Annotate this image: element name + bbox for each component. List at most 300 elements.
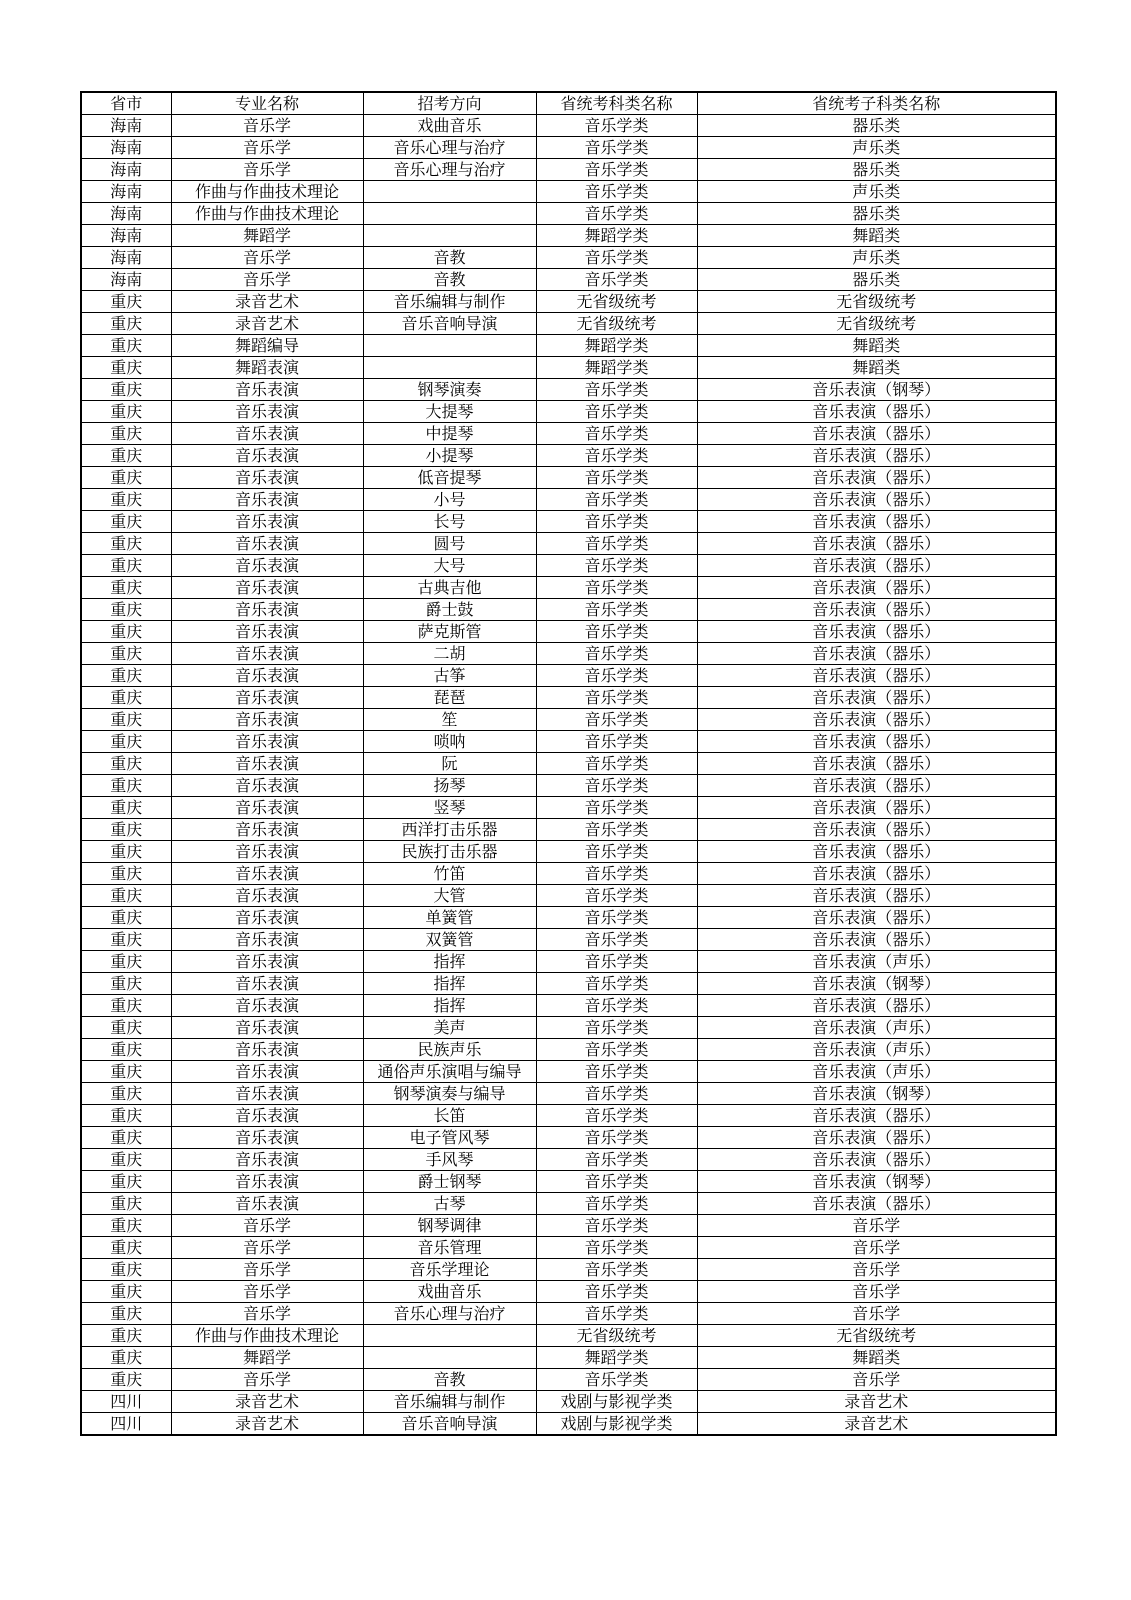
cell-major: 舞蹈学 [171,1347,363,1369]
cell-major: 音乐表演 [171,885,363,907]
cell-major: 音乐表演 [171,863,363,885]
cell-exam-category: 音乐学类 [536,1017,697,1039]
cell-major: 音乐学 [171,247,363,269]
cell-exam-category: 音乐学类 [536,1259,697,1281]
cell-province: 重庆 [81,1347,171,1369]
cell-major: 音乐表演 [171,687,363,709]
cell-exam-subcategory: 音乐表演（器乐） [697,401,1056,423]
cell-province: 重庆 [81,753,171,775]
cell-direction: 琵琶 [363,687,536,709]
cell-major: 音乐表演 [171,731,363,753]
cell-province: 重庆 [81,335,171,357]
cell-direction: 指挥 [363,973,536,995]
cell-direction: 通俗声乐演唱与编导 [363,1061,536,1083]
cell-major: 音乐表演 [171,1105,363,1127]
cell-major: 音乐表演 [171,907,363,929]
cell-major: 音乐表演 [171,973,363,995]
cell-direction: 指挥 [363,951,536,973]
cell-exam-category: 音乐学类 [536,379,697,401]
cell-direction: 竹笛 [363,863,536,885]
table-row [81,929,1056,951]
table-row [81,181,1056,203]
cell-direction: 爵士钢琴 [363,1171,536,1193]
cell-major: 音乐学 [171,1215,363,1237]
cell-exam-subcategory: 音乐表演（器乐） [697,1127,1056,1149]
cell-major: 音乐表演 [171,951,363,973]
cell-direction [363,335,536,357]
cell-province: 重庆 [81,511,171,533]
cell-exam-subcategory: 音乐表演（器乐） [697,1105,1056,1127]
cell-direction: 音乐管理 [363,1237,536,1259]
cell-exam-category: 音乐学类 [536,929,697,951]
cell-major: 舞蹈学 [171,225,363,247]
cell-major: 录音艺术 [171,291,363,313]
cell-exam-category: 音乐学类 [536,973,697,995]
cell-direction: 戏曲音乐 [363,115,536,137]
table-row [81,1083,1056,1105]
cell-exam-category: 音乐学类 [536,665,697,687]
table-row [81,599,1056,621]
cell-exam-subcategory: 声乐类 [697,181,1056,203]
cell-exam-category: 音乐学类 [536,1215,697,1237]
table-row [81,797,1056,819]
cell-direction: 双簧管 [363,929,536,951]
table-header-row [81,92,1056,115]
cell-direction: 二胡 [363,643,536,665]
cell-direction: 音乐音响导演 [363,1413,536,1436]
cell-province: 重庆 [81,357,171,379]
cell-exam-category: 音乐学类 [536,181,697,203]
cell-province: 重庆 [81,951,171,973]
table-row [81,489,1056,511]
cell-province: 重庆 [81,907,171,929]
cell-direction: 音乐心理与治疗 [363,137,536,159]
table-row [81,775,1056,797]
table-row [81,511,1056,533]
cell-major: 作曲与作曲技术理论 [171,181,363,203]
cell-direction: 大管 [363,885,536,907]
table-row [81,951,1056,973]
cell-exam-subcategory: 音乐表演（器乐） [697,533,1056,555]
table-row [81,1215,1056,1237]
table-row [81,665,1056,687]
table-body [81,115,1056,1436]
cell-major: 音乐学 [171,1303,363,1325]
cell-direction: 音乐编辑与制作 [363,1391,536,1413]
cell-major: 音乐表演 [171,775,363,797]
cell-exam-subcategory: 音乐学 [697,1215,1056,1237]
cell-province: 重庆 [81,291,171,313]
cell-direction: 唢呐 [363,731,536,753]
cell-direction [363,357,536,379]
cell-major: 音乐学 [171,115,363,137]
cell-major: 音乐表演 [171,643,363,665]
table-row [81,1171,1056,1193]
cell-exam-category: 音乐学类 [536,797,697,819]
cell-direction: 长号 [363,511,536,533]
cell-major: 作曲与作曲技术理论 [171,1325,363,1347]
cell-direction: 民族声乐 [363,1039,536,1061]
cell-direction [363,181,536,203]
cell-exam-subcategory: 音乐表演（器乐） [697,819,1056,841]
cell-major: 音乐表演 [171,379,363,401]
cell-province: 重庆 [81,1259,171,1281]
cell-exam-category: 戏剧与影视学类 [536,1391,697,1413]
cell-major: 音乐表演 [171,1127,363,1149]
cell-major: 音乐表演 [171,401,363,423]
table-row [81,907,1056,929]
cell-exam-category: 音乐学类 [536,863,697,885]
cell-province: 重庆 [81,555,171,577]
cell-exam-category: 音乐学类 [536,1281,697,1303]
table-row [81,1413,1056,1436]
table-row [81,247,1056,269]
cell-exam-category: 音乐学类 [536,951,697,973]
cell-major: 音乐表演 [171,445,363,467]
cell-exam-subcategory: 器乐类 [697,203,1056,225]
table-row [81,1149,1056,1171]
cell-province: 重庆 [81,423,171,445]
cell-province: 海南 [81,203,171,225]
cell-province: 重庆 [81,819,171,841]
cell-exam-subcategory: 录音艺术 [697,1413,1056,1436]
cell-exam-subcategory: 声乐类 [697,247,1056,269]
cell-exam-category: 音乐学类 [536,1149,697,1171]
cell-province: 四川 [81,1413,171,1436]
cell-exam-subcategory: 音乐表演（器乐） [697,797,1056,819]
cell-direction: 音乐编辑与制作 [363,291,536,313]
table-row [81,819,1056,841]
cell-exam-subcategory: 音乐表演（器乐） [697,489,1056,511]
table-row [81,269,1056,291]
cell-exam-category: 音乐学类 [536,269,697,291]
header-exam-subcategory: 省统考子科类名称 [697,92,1056,115]
cell-exam-category: 音乐学类 [536,137,697,159]
table-row [81,159,1056,181]
cell-exam-category: 音乐学类 [536,643,697,665]
cell-province: 重庆 [81,643,171,665]
table-row [81,225,1056,247]
cell-major: 录音艺术 [171,313,363,335]
header-exam-category: 省统考科类名称 [536,92,697,115]
cell-major: 舞蹈编导 [171,335,363,357]
cell-exam-category: 音乐学类 [536,775,697,797]
cell-exam-category: 音乐学类 [536,1193,697,1215]
cell-exam-subcategory: 音乐表演（器乐） [697,907,1056,929]
cell-major: 音乐表演 [171,995,363,1017]
cell-major: 音乐表演 [171,1083,363,1105]
cell-major: 音乐学 [171,1237,363,1259]
cell-exam-category: 音乐学类 [536,115,697,137]
cell-major: 音乐表演 [171,467,363,489]
cell-exam-subcategory: 音乐表演（器乐） [697,885,1056,907]
cell-major: 音乐表演 [171,511,363,533]
cell-exam-subcategory: 音乐表演（器乐） [697,863,1056,885]
cell-exam-subcategory: 音乐表演（器乐） [697,621,1056,643]
cell-major: 音乐表演 [171,1149,363,1171]
cell-exam-category: 音乐学类 [536,401,697,423]
cell-major: 音乐表演 [171,555,363,577]
cell-exam-category: 音乐学类 [536,423,697,445]
table-row [81,1303,1056,1325]
cell-exam-subcategory: 舞蹈类 [697,357,1056,379]
table-row [81,1325,1056,1347]
table-row [81,621,1056,643]
cell-exam-subcategory: 器乐类 [697,159,1056,181]
cell-exam-subcategory: 录音艺术 [697,1391,1056,1413]
cell-exam-subcategory: 音乐表演（器乐） [697,423,1056,445]
cell-province: 重庆 [81,995,171,1017]
cell-major: 音乐表演 [171,929,363,951]
cell-province: 海南 [81,181,171,203]
cell-province: 海南 [81,225,171,247]
cell-province: 重庆 [81,1281,171,1303]
cell-exam-category: 音乐学类 [536,753,697,775]
cell-direction: 大号 [363,555,536,577]
cell-direction: 钢琴演奏与编导 [363,1083,536,1105]
cell-exam-subcategory: 音乐表演（声乐） [697,951,1056,973]
cell-exam-subcategory: 音乐表演（器乐） [697,709,1056,731]
cell-exam-category: 音乐学类 [536,819,697,841]
cell-province: 重庆 [81,709,171,731]
cell-province: 重庆 [81,929,171,951]
cell-direction: 竖琴 [363,797,536,819]
cell-major: 音乐表演 [171,489,363,511]
cell-exam-subcategory: 音乐学 [697,1237,1056,1259]
cell-major: 音乐表演 [171,599,363,621]
cell-exam-category: 音乐学类 [536,445,697,467]
cell-major: 音乐表演 [171,665,363,687]
cell-province: 重庆 [81,665,171,687]
cell-major: 录音艺术 [171,1413,363,1436]
cell-province: 重庆 [81,775,171,797]
cell-exam-category: 音乐学类 [536,687,697,709]
cell-exam-category: 音乐学类 [536,247,697,269]
cell-direction: 钢琴演奏 [363,379,536,401]
cell-exam-subcategory: 音乐表演（器乐） [697,445,1056,467]
cell-exam-subcategory: 音乐表演（器乐） [697,731,1056,753]
cell-exam-subcategory: 舞蹈类 [697,225,1056,247]
cell-direction [363,1325,536,1347]
cell-province: 重庆 [81,1171,171,1193]
table-row [81,709,1056,731]
header-province: 省市 [81,92,171,115]
cell-direction: 扬琴 [363,775,536,797]
cell-exam-category: 音乐学类 [536,489,697,511]
cell-direction: 圆号 [363,533,536,555]
cell-exam-category: 戏剧与影视学类 [536,1413,697,1436]
cell-major: 音乐表演 [171,1039,363,1061]
cell-direction: 小提琴 [363,445,536,467]
cell-exam-category: 音乐学类 [536,159,697,181]
cell-major: 音乐学 [171,1281,363,1303]
cell-province: 重庆 [81,1303,171,1325]
cell-province: 重庆 [81,401,171,423]
cell-direction: 笙 [363,709,536,731]
cell-province: 重庆 [81,1017,171,1039]
cell-exam-subcategory: 音乐学 [697,1259,1056,1281]
table-row [81,445,1056,467]
cell-province: 海南 [81,247,171,269]
table-row [81,335,1056,357]
cell-exam-subcategory: 音乐表演（钢琴） [697,1171,1056,1193]
cell-exam-subcategory: 音乐表演（器乐） [697,599,1056,621]
cell-direction [363,225,536,247]
table-row [81,379,1056,401]
cell-major: 音乐表演 [171,1017,363,1039]
cell-exam-subcategory: 音乐表演（器乐） [697,511,1056,533]
cell-major: 作曲与作曲技术理论 [171,203,363,225]
cell-province: 重庆 [81,1105,171,1127]
cell-province: 重庆 [81,533,171,555]
cell-direction: 音乐学理论 [363,1259,536,1281]
cell-province: 重庆 [81,841,171,863]
cell-direction: 指挥 [363,995,536,1017]
cell-exam-subcategory: 音乐表演（声乐） [697,1039,1056,1061]
table-row [81,1127,1056,1149]
table-row [81,1237,1056,1259]
cell-province: 重庆 [81,445,171,467]
table-row [81,467,1056,489]
cell-major: 音乐表演 [171,709,363,731]
cell-province: 重庆 [81,577,171,599]
table-row [81,1281,1056,1303]
cell-major: 音乐表演 [171,1061,363,1083]
cell-province: 重庆 [81,731,171,753]
cell-province: 重庆 [81,687,171,709]
cell-exam-category: 音乐学类 [536,555,697,577]
cell-exam-category: 音乐学类 [536,1083,697,1105]
cell-direction: 音乐音响导演 [363,313,536,335]
cell-exam-category: 舞蹈学类 [536,225,697,247]
cell-exam-subcategory: 音乐表演（器乐） [697,775,1056,797]
cell-province: 重庆 [81,1149,171,1171]
cell-direction: 萨克斯管 [363,621,536,643]
cell-direction: 音乐心理与治疗 [363,159,536,181]
cell-major: 录音艺术 [171,1391,363,1413]
cell-exam-category: 音乐学类 [536,577,697,599]
cell-major: 音乐学 [171,159,363,181]
cell-direction: 长笛 [363,1105,536,1127]
cell-exam-category: 舞蹈学类 [536,1347,697,1369]
cell-exam-subcategory: 音乐表演（钢琴） [697,379,1056,401]
cell-direction: 古筝 [363,665,536,687]
cell-exam-subcategory: 无省级统考 [697,313,1056,335]
admissions-table [80,91,1057,1436]
header-major: 专业名称 [171,92,363,115]
table-row [81,313,1056,335]
table-row [81,841,1056,863]
table-row [81,1391,1056,1413]
cell-exam-subcategory: 音乐表演（器乐） [697,841,1056,863]
table-row [81,401,1056,423]
cell-direction: 大提琴 [363,401,536,423]
cell-province: 重庆 [81,599,171,621]
cell-direction: 古琴 [363,1193,536,1215]
table-row [81,995,1056,1017]
cell-exam-category: 舞蹈学类 [536,357,697,379]
cell-exam-category: 音乐学类 [536,533,697,555]
cell-exam-category: 音乐学类 [536,1105,697,1127]
cell-province: 海南 [81,115,171,137]
header-direction: 招考方向 [363,92,536,115]
cell-exam-subcategory: 音乐表演（器乐） [697,687,1056,709]
cell-province: 重庆 [81,1127,171,1149]
cell-exam-subcategory: 音乐学 [697,1303,1056,1325]
table-row [81,291,1056,313]
cell-province: 海南 [81,137,171,159]
cell-major: 音乐表演 [171,841,363,863]
table-row [81,885,1056,907]
cell-exam-category: 音乐学类 [536,203,697,225]
cell-province: 重庆 [81,621,171,643]
cell-major: 音乐表演 [171,1193,363,1215]
table-row [81,1259,1056,1281]
cell-exam-category: 音乐学类 [536,1237,697,1259]
table-row [81,863,1056,885]
cell-exam-category: 音乐学类 [536,599,697,621]
cell-exam-subcategory: 舞蹈类 [697,335,1056,357]
table-row [81,1039,1056,1061]
cell-exam-subcategory: 音乐学 [697,1369,1056,1391]
cell-major: 音乐学 [171,1259,363,1281]
cell-exam-subcategory: 音乐表演（器乐） [697,929,1056,951]
cell-direction: 中提琴 [363,423,536,445]
cell-exam-category: 音乐学类 [536,885,697,907]
table-row [81,687,1056,709]
cell-exam-category: 音乐学类 [536,1039,697,1061]
table-row [81,643,1056,665]
cell-direction: 爵士鼓 [363,599,536,621]
cell-province: 重庆 [81,885,171,907]
table-row [81,1105,1056,1127]
cell-province: 海南 [81,159,171,181]
cell-major: 音乐学 [171,1369,363,1391]
cell-exam-category: 音乐学类 [536,1171,697,1193]
cell-province: 重庆 [81,1083,171,1105]
cell-exam-subcategory: 音乐表演（器乐） [697,1193,1056,1215]
cell-exam-subcategory: 音乐表演（声乐） [697,1061,1056,1083]
cell-direction: 音教 [363,1369,536,1391]
cell-exam-subcategory: 音乐学 [697,1281,1056,1303]
cell-exam-category: 无省级统考 [536,291,697,313]
cell-exam-subcategory: 音乐表演（声乐） [697,1017,1056,1039]
cell-direction: 小号 [363,489,536,511]
cell-direction: 音教 [363,247,536,269]
cell-exam-category: 音乐学类 [536,511,697,533]
cell-direction: 手风琴 [363,1149,536,1171]
cell-direction: 古典吉他 [363,577,536,599]
table-row [81,533,1056,555]
cell-exam-subcategory: 声乐类 [697,137,1056,159]
cell-province: 重庆 [81,1193,171,1215]
cell-direction: 钢琴调律 [363,1215,536,1237]
cell-major: 音乐表演 [171,577,363,599]
cell-major: 音乐表演 [171,753,363,775]
cell-province: 重庆 [81,863,171,885]
cell-major: 音乐表演 [171,621,363,643]
table-row [81,1193,1056,1215]
table-row [81,1061,1056,1083]
cell-province: 重庆 [81,1215,171,1237]
table-row [81,731,1056,753]
cell-exam-subcategory: 音乐表演（器乐） [697,665,1056,687]
table-row [81,137,1056,159]
cell-major: 舞蹈表演 [171,357,363,379]
cell-direction: 低音提琴 [363,467,536,489]
cell-exam-category: 音乐学类 [536,907,697,929]
cell-exam-category: 音乐学类 [536,731,697,753]
